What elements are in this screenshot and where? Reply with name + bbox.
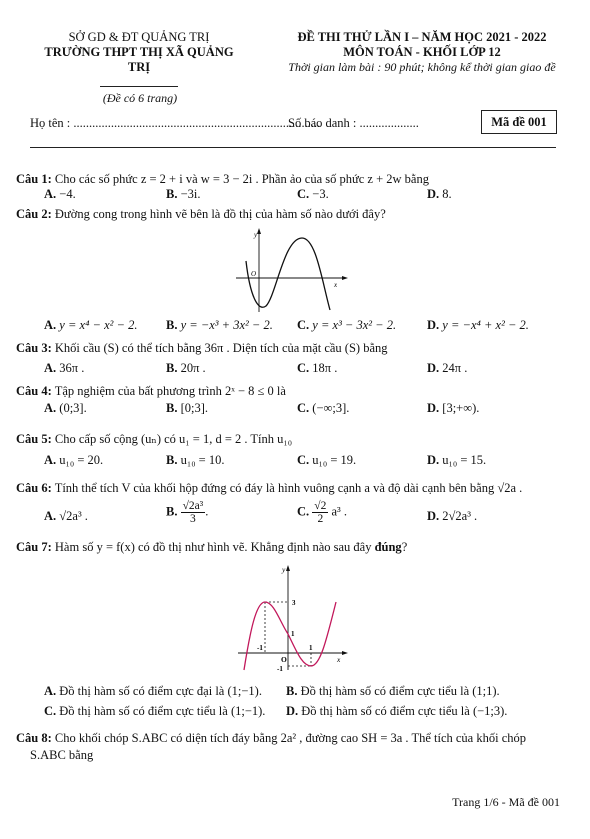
q2-option-a[interactable]: A. y = x⁴ − x² − 2. [44, 318, 138, 332]
tick-x-neg1: -1 [257, 644, 263, 652]
question-text: Khối cầu (S) có thể tích bằng 36π . Diện tích của mặt cầu (S) bằng [54, 341, 388, 355]
curve [244, 602, 336, 670]
q1-option-d[interactable]: D. 8. [427, 187, 452, 201]
x-axis-label: x [334, 281, 338, 289]
q7-option-a[interactable]: A. Đồ thị hàm số có điểm cực đại là (1;−1). [44, 684, 262, 698]
header-divider [30, 147, 556, 148]
x-axis-label: x [337, 655, 341, 664]
q5-option-b[interactable]: B. u₁₀ = 10. [166, 453, 225, 467]
question-label: Câu 2: [16, 207, 52, 221]
q3-option-d[interactable]: D. 24π . [427, 361, 468, 375]
question-1 [16, 172, 429, 187]
q2-option-d[interactable]: D. y = −x⁴ + x² − 2. [427, 318, 529, 332]
q7-option-d[interactable]: D. Đồ thị hàm số có điểm cực tiểu là (−1;3). [286, 704, 508, 718]
school-name-line2: TRỊ [127, 60, 151, 74]
q3-option-b[interactable]: B. 20π . [166, 361, 206, 375]
fraction: $\frac{\text{√2a³}}{3}$ [182, 500, 204, 525]
dept-name: SỞ GD & ĐT QUẢNG TRỊ [68, 30, 210, 44]
q6-option-b[interactable]: B. $\frac{\text{√2a³}}{3}$ . [166, 500, 209, 525]
exam-code-box: Mã đề 001 [481, 110, 557, 134]
q4-option-d[interactable]: D. [3;+∞). [427, 401, 480, 415]
x-axis-arrow [342, 276, 348, 280]
tick-y3: 3 [292, 599, 296, 607]
pages-note: (Đề có 6 trang) [102, 91, 178, 105]
q2-option-c[interactable]: C. y = x³ − 3x² − 2. [297, 318, 397, 332]
exam-title: ĐỀ THI THỬ LẦN I – NĂM HỌC 2021 - 2022 [297, 30, 547, 44]
question-text: Đường cong trong hình vẽ bên là đồ thị của hàm số nào dưới đây? [54, 207, 386, 221]
q5-option-c[interactable]: C. u₁₀ = 19. [297, 453, 357, 467]
q3-option-a[interactable]: A. 36π . [44, 361, 85, 375]
q7-option-c[interactable]: C. Đồ thị hàm số có điểm cực tiểu là (1;−1). [44, 704, 266, 718]
q5-option-a[interactable]: A. u₁₀ = 20. [44, 453, 104, 467]
question-2 [16, 207, 386, 222]
x-axis-arrow [342, 651, 348, 655]
origin-label: O [281, 655, 287, 664]
q2-option-b[interactable]: B. y = −x³ + 3x² − 2. [166, 318, 273, 332]
question-3 [16, 341, 388, 356]
time-note: Thời gian làm bài : 90 phút; không kể thời gian giao đề [288, 60, 556, 74]
question-label: Câu 3: [16, 341, 52, 355]
header-left-rule [100, 86, 178, 87]
question-8 [16, 731, 526, 746]
emphasis: đúng [374, 540, 402, 554]
q1-option-b[interactable]: B. −3i. [166, 187, 201, 201]
question-text: Cho các số phức z = 2 + i và w = 3 − 2i . Phần ảo của số phức z + 2w bằng [54, 172, 429, 186]
header-right [262, 30, 582, 75]
question-text: Tính thể tích V của khối hộp đứng có đáy là hình vuông cạnh a và độ dài cạnh bên bằng √2a . [54, 481, 523, 495]
q4-option-b[interactable]: B. [0;3]. [166, 401, 209, 415]
q4-option-a[interactable]: A. (0;3]. [44, 401, 87, 415]
q5-option-d[interactable]: D. u₁₀ = 15. [427, 453, 487, 467]
tick-y1: 1 [291, 630, 295, 638]
question-label: Câu 4: [16, 384, 52, 398]
question-4 [16, 384, 286, 399]
subject-title: MÔN TOÁN - KHỐI LỚP 12 [343, 45, 501, 59]
tick-y-neg1: -1 [277, 665, 283, 673]
origin-label: O [251, 270, 257, 278]
y-axis-arrow [286, 565, 290, 571]
q3-option-c[interactable]: C. 18π . [297, 361, 338, 375]
candidate-id-field[interactable]: Số báo danh : ................... [288, 116, 419, 130]
name-field[interactable]: Họ tên : ............................................................................... [30, 116, 321, 130]
question-label: Câu 8: [16, 731, 52, 745]
y-axis-arrow [257, 228, 261, 234]
q6-option-d[interactable]: D. 2√2a³ . [427, 509, 478, 523]
q6-option-a[interactable]: A. √2a³ . [44, 509, 88, 523]
q7-option-b[interactable]: B. Đồ thị hàm số có điểm cực tiểu là (1;1). [286, 684, 500, 698]
y-axis-label: y [254, 231, 258, 239]
q1-option-c[interactable]: C. −3. [297, 187, 329, 201]
question-text: Tập nghiệm của bất phương trình 2ˣ − 8 ≤ 0 là [54, 384, 286, 398]
graph-question-7 [232, 562, 350, 674]
fraction: $\frac{√2}{2}$ [314, 500, 327, 525]
question-label: Câu 1: [16, 172, 52, 186]
q4-option-c[interactable]: C. (−∞;3]. [297, 401, 350, 415]
question-label: Câu 6: [16, 481, 52, 495]
q1-option-a[interactable]: A. −4. [44, 187, 76, 201]
y-axis-label: y [282, 565, 286, 574]
page-footer: Trang 1/6 - Mã đề 001 [452, 795, 560, 809]
school-name-line1: TRƯỜNG THPT THỊ XÃ QUẢNG [44, 45, 234, 59]
graph-question-2 [230, 226, 350, 314]
q6-option-c[interactable]: C. $\frac{√2}{2}$ a³ . [297, 500, 348, 525]
question-8-continued: S.ABC bằng [30, 748, 94, 762]
header-left [8, 30, 270, 75]
question-text: Cho cấp số cộng (uₙ) có u₁ = 1, d = 2 . Tính u₁₀ [54, 432, 293, 446]
question-label: Câu 7: [16, 540, 52, 554]
question-6 [16, 481, 522, 496]
question-text: Cho khối chóp S.ABC có diện tích đáy bằng 2a² , đường cao SH = 3a . Thể tích của khối chóp [54, 731, 526, 745]
question-label: Câu 5: [16, 432, 52, 446]
question-text: Hàm số y = f(x) có đồ thị như hình vẽ. Khẳng định nào sau đây [54, 540, 372, 554]
question-7: Câu 7: Hàm số y = f(x) có đồ thị như hình vẽ. Khẳng định nào sau đây đúng? [16, 540, 408, 554]
tick-x1: 1 [309, 644, 313, 652]
question-5 [16, 431, 292, 447]
